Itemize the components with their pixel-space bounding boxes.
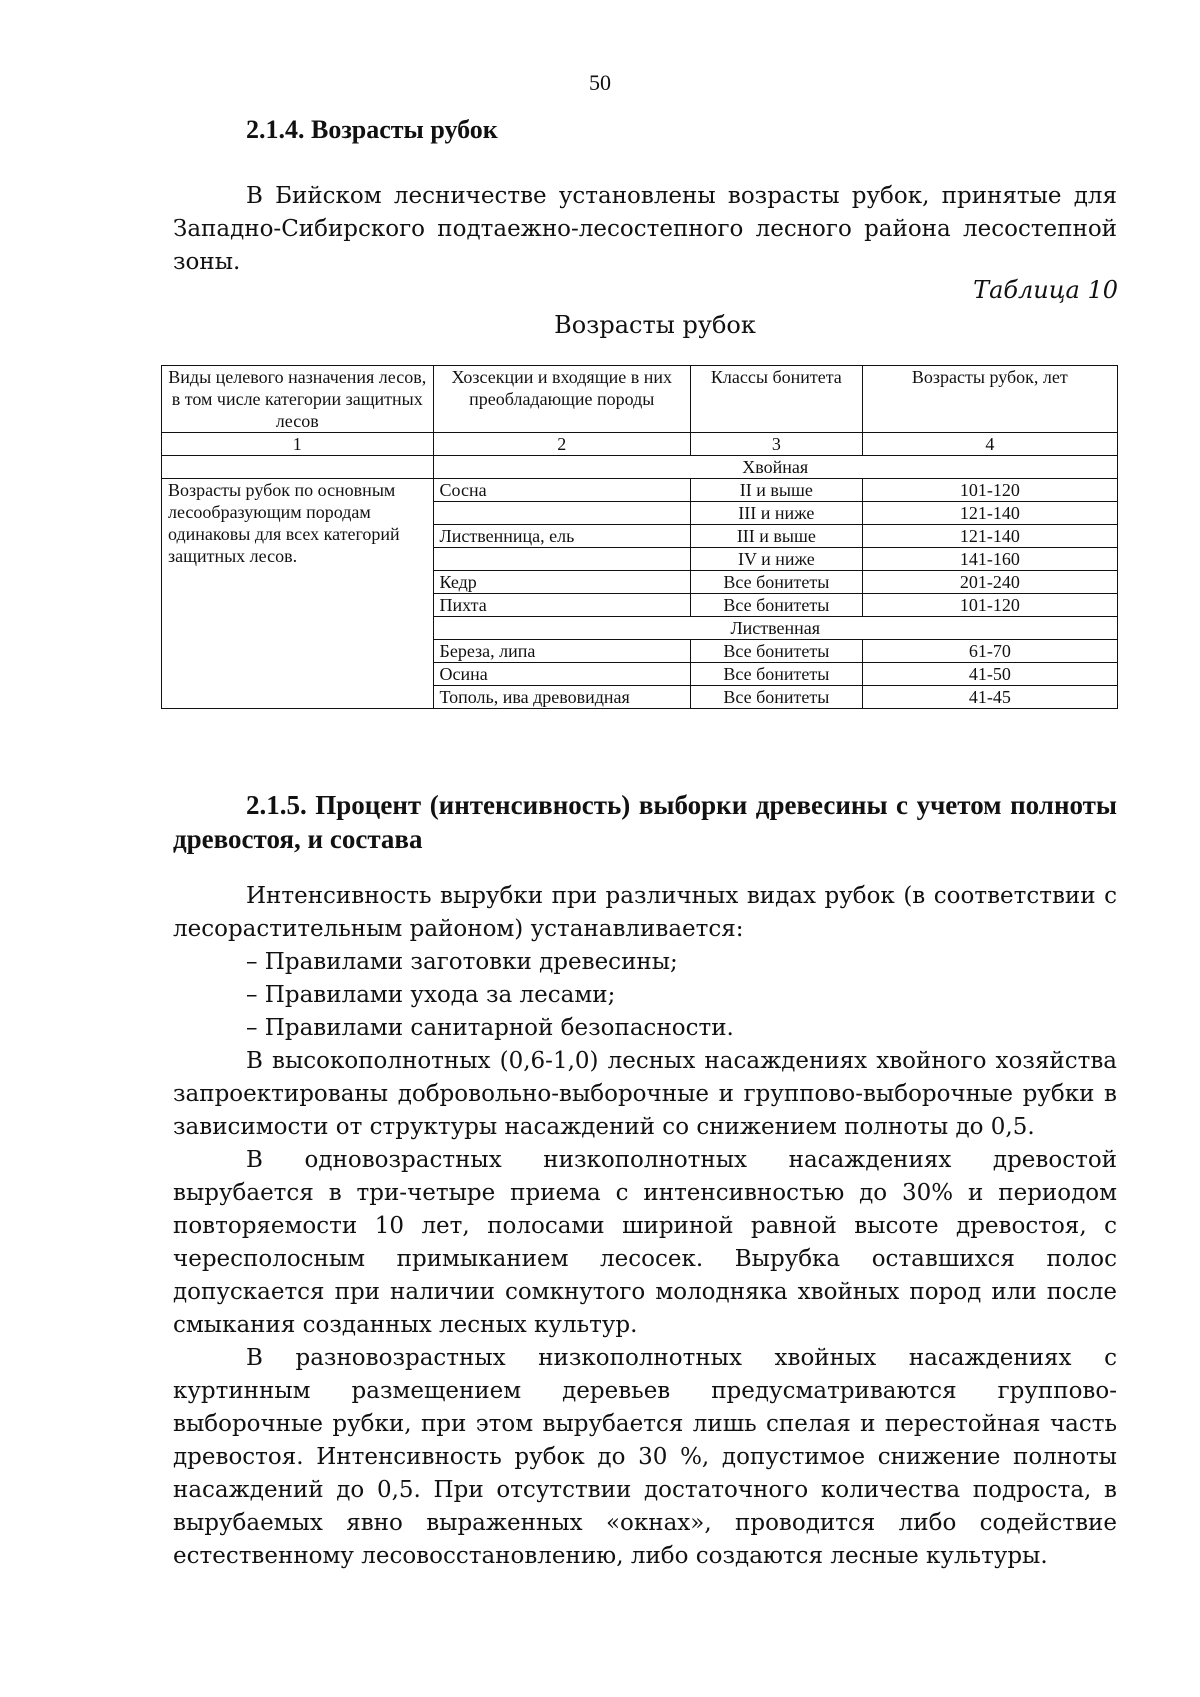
page-number: 50 [589, 70, 611, 95]
table-header-cell: Классы бонитета [691, 366, 863, 433]
table-header-cell: Возрасты рубок, лет [862, 366, 1117, 433]
table-group-row [162, 456, 1118, 479]
section-1-paragraph: В Бийском лесничестве установлены возрасты рубок, принятые для Западно-Сибирского подтаежно-лесостепного лесного района лесостепной зоны. [173, 183, 1117, 275]
table-number-row [162, 433, 1118, 456]
paragraph-uneven-aged: В разновозрастных низкополнотных хвойных насаждениях с куртинным размещением деревьев предусматриваются группово-выборочные рубки, при этом вырубается лишь спелая и перестойная часть древостоя. Интенсивность рубок до 30 %, допустимое снижение полноты насаждений до 0,5. При отсутствии достаточного количества подроста, в вырубаемых явно выраженных «окнах», проводится либо содействие естественному лесовосстановлению, либо создаются лесные культуры. [173, 1345, 1117, 1569]
table-caption: Таблица 10 [973, 276, 1118, 304]
section-heading-2-1-4: 2.1.4. Возрасты рубок [246, 115, 498, 144]
group-label-deciduous: Лиственная [433, 617, 1118, 640]
table-cell-empty [162, 456, 434, 479]
species-cell: Пихта [433, 594, 691, 617]
class-cell: Все бонитеты [691, 640, 863, 663]
species-cell [433, 502, 691, 525]
class-cell: Все бонитеты [691, 686, 863, 709]
species-cell: Тополь, ива древовидная [433, 686, 691, 709]
species-cell [433, 548, 691, 571]
column-number: 1 [162, 433, 434, 456]
class-cell: III и ниже [691, 502, 863, 525]
class-cell: Все бонитеты [691, 594, 863, 617]
column-number: 2 [433, 433, 691, 456]
cutting-ages-table [161, 365, 1118, 709]
age-cell: 41-50 [862, 663, 1117, 686]
class-cell: IV и ниже [691, 548, 863, 571]
table-header-row [162, 366, 1118, 433]
age-cell: 101-120 [862, 479, 1117, 502]
list-item: – Правилами ухода за лесами; [246, 982, 616, 1008]
class-cell: Все бонитеты [691, 571, 863, 594]
table-header-cell: Виды целевого назначения лесов, в том числе категории защитных лесов [162, 366, 434, 433]
age-cell: 121-140 [862, 502, 1117, 525]
species-cell: Лиственница, ель [433, 525, 691, 548]
list-item: – Правилами заготовки древесины; [246, 949, 678, 975]
species-cell: Сосна [433, 479, 691, 502]
table-header-cell: Хозсекции и входящие в них преобладающие породы [433, 366, 691, 433]
age-cell: 201-240 [862, 571, 1117, 594]
table-title: Возрасты рубок [554, 311, 756, 339]
paragraph-high-density: В высокополнотных (0,6-1,0) лесных насаждениях хвойного хозяйства запроектированы добровольно-выборочные и группово-выборочные рубки в зависимости от структуры насаждений со снижением полноты до 0,5. [173, 1048, 1117, 1140]
class-cell: II и выше [691, 479, 863, 502]
age-cell: 141-160 [862, 548, 1117, 571]
age-cell: 121-140 [862, 525, 1117, 548]
age-cell: 61-70 [862, 640, 1117, 663]
column-number: 4 [862, 433, 1117, 456]
class-cell: Все бонитеты [691, 663, 863, 686]
species-cell: Кедр [433, 571, 691, 594]
target-purpose-cell: Возрасты рубок по основным лесообразующим породам одинаковы для всех категорий защитных лесов. [162, 479, 434, 709]
species-cell: Береза, липа [433, 640, 691, 663]
age-cell: 41-45 [862, 686, 1117, 709]
column-number: 3 [691, 433, 863, 456]
section-heading-2-1-5: 2.1.5. Процент (интенсивность) выборки древесины с учетом полноты древостоя, и состава [173, 790, 1117, 854]
paragraph-even-aged: В одновозрастных низкополнотных насаждениях древостой вырубается в три-четыре приема с интенсивностью до 30% и периодом повторяемости 10 лет, полосами шириной равной высоте древостоя, с чересполосным примыканием лесосек. Вырубка оставшихся полос допускается при наличии сомкнутого молодняка хвойных пород или после смыкания созданных лесных культур. [173, 1147, 1117, 1338]
group-label-conifer: Хвойная [433, 456, 1118, 479]
list-item: – Правилами санитарной безопасности. [246, 1015, 734, 1041]
species-cell: Осина [433, 663, 691, 686]
class-cell: III и выше [691, 525, 863, 548]
table-row [162, 479, 1118, 502]
section-2-intro-paragraph: Интенсивность вырубки при различных видах рубок (в соответствии с лесорастительным районом) устанавливается: [173, 883, 1117, 942]
age-cell: 101-120 [862, 594, 1117, 617]
